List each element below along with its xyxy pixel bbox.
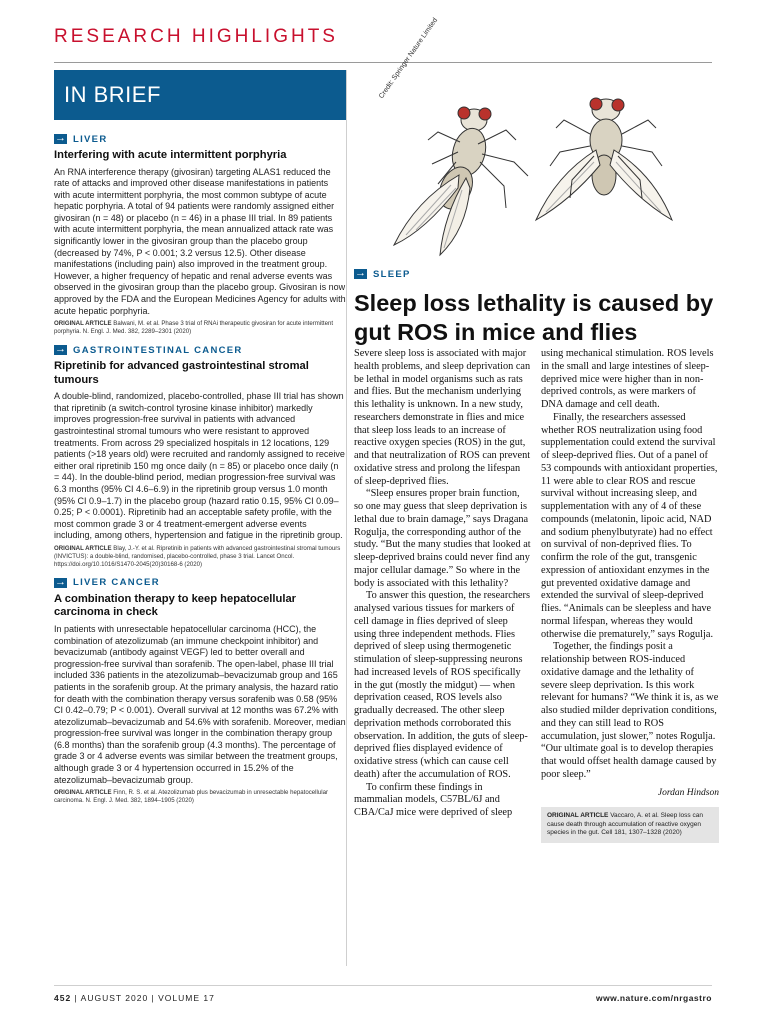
brief-body: A double-blind, randomized, placebo-controlled, phase III trial has shown that ripretinib (a switch-control tyrosine kinase inhibitor) markedly improves progression-free survival in patients with advanced gastrointestinal stromal tumours who were resistant to approved treatments. From across 29 specialized hospitals in 12 locations, 129 patients (>18 years old) were recruited and randomly assigned to receive either oral ripretinib 150 mg once daily (n = 85) or placebo once daily (n = 44). In the double-blind period, median progression-free survival was 6.3 months (95% CI 4.6–6.9) in the ripretinib group versus 1.0 month (95% CI 0.9–1.7) in the placebo group (hazard ratio 0.15, 95% CI 0.09–0.25; P < 0.0001). Ripretinib had an acceptable safety profile, with the most common grade 3 or 4 treatment-emergent adverse events including, among others, hypertension and fatigue in the ripretinib group. (54, 391, 345, 541)
article-paragraph: Together, the findings posit a relationship between ROS-induced oxidative damage and the lethality of severe sleep deprivation. Is this work relevant for humans? “We think it is, as we also studied milder deprivation conditions, and they can still lead to ROS accumulation, just slower,” notes Rogulja. “Our ultimate goal is to develop therapies that would offset health damage caused by poor sleep.” (541, 641, 719, 780)
article-author: Jordan Hindson (657, 787, 719, 798)
brief-headline: Ripretinib for advanced gastrointestinal stromal tumours (54, 360, 309, 386)
brief-headline: A combination therapy to keep hepatocellular carcinoma in check (54, 592, 297, 619)
arrow-right-icon (354, 269, 367, 279)
article-paragraph: To answer this question, the researchers analysed various tissues for markers of cell damage in flies deprived of sleep using three independent methods. Flies deprived of sleep using thermogenetic stimulation of sleep-suppressing neurons had increased levels of ROS specifically in the gut (mostly the midgut) — when deprivation ceased, ROS levels also gradually decreased. The other sleep deprivation methods corroborated this observation. In addition, the guts of sleep-deprived flies displayed evidence of oxidative stress (which can cause cell death) after the accumulation of ROS. (354, 590, 530, 780)
section-header-title: RESEARCH HIGHLIGHTS (54, 26, 338, 47)
main-original-article: ORIGINAL ARTICLE Vaccaro, A. et al. Sleep loss can cause death through accumulation of reactive oxygen species in the gut. Cell 181, 1307–1328 (2020) (541, 807, 719, 843)
in-brief-banner: IN BRIEF (54, 70, 346, 120)
brief-category: GASTROINTESTINAL CANCER (73, 344, 243, 356)
image-credit: Credit: Springer Nature Limited (378, 16, 440, 101)
article-paragraph: “Sleep ensures proper brain function, so one may guess that sleep deprivation is lethal due to brain damage,” says Dragana Rogulja, the corresponding author of the study. “But the many studies that looked at sleep-deprived brains could never find any major cellular damage.” So where in the body is associated with this lethality? (354, 488, 531, 589)
main-category-label: SLEEP (373, 268, 411, 280)
article-paragraph: To confirm these findings in mammalian models, C57BL/6J and CBA/CaJ mice were deprived of sleep (354, 781, 513, 818)
brief-item (54, 344, 346, 569)
brief-body: An RNA interference therapy (givosiran) targeting ALAS1 reduced the rate of attacks and improved other disease manifestations in patients with acute intermittent porphyria, the most common subtype of acute hepatic porphyria. A total of 94 patients were randomly assigned either givosiran (n = 48) or placebo (n = 46) in a phase III trial. In 89 patients with acute intermittent porphyria, the mean annualized attack rate was significantly lower in the givosiran group than the placebo group (decreased by 74%, P < 0.001; 3.2 versus 12.5). Other disease manifestations (including pain) also improved in the treatment group. However, a higher frequency of hepatic and renal adverse events was observed in the givosiran group than the placebo group. Givosiran is now approved by the FDA and the European Medicines Agency for adults with acute hepatic porphyria. (54, 166, 346, 316)
fly-illustration (356, 80, 716, 260)
article-paragraph: Finally, the researchers assessed whether ROS neutralization using food supplementation could extend the survival of sleep-deprived flies. Out of a panel of 53 compounds with antioxidant properties, 11 were able to clear ROS and rescue survival without increasing sleep, and supplementation with any of 4 of these compounds (melatonin, lipoic acid, NAD and sodium phenylbutyrate) had no effect on survival of non-deprived flies. To confirm the role of the gut, transgenic expression of antioxidant enzymes in the gut prevented oxidative damage and extended the survival of sleep-deprived flies. “Animals can be sleepless and have normal lifespan, whereas they would otherwise die prematurely,” says Rogulja. (541, 411, 718, 640)
page-number: 452 (54, 993, 72, 1003)
arrow-right-icon (54, 578, 67, 588)
fly-left (394, 107, 528, 255)
brief-item (54, 133, 346, 336)
fly-right (536, 98, 672, 220)
arrow-right-icon (54, 345, 67, 355)
brief-original-article: ORIGINAL ARTICLE Blay, J.-Y. et al. Ripretinib in patients with advanced gastrointestinal stromal tumours (INVICTUS): a double-blind, randomised, placebo-controlled, phase 3 trial. Lancet Oncol. https://doi.org/10.1016/S1470-2045(20)30168-6 (2020) (54, 544, 341, 568)
brief-headline: Interfering with acute intermittent porphyria (54, 149, 287, 161)
arrow-right-icon (54, 134, 67, 144)
brief-body: In patients with unresectable hepatocellular carcinoma (HCC), the combination of atezolizumab (an immune checkpoint inhibitor) and bevacizumab (antibody against VEGF) led to better overall and progression-free survival than sorafenib. The open-label, phase III trial included 336 patients in the atezolizumab–bevacizumab group and 165 patients in the sorafenib group. At the primary analysis, the hazard ratio for death with the combination therapy versus sorafenib was 0.58 (95% CI 0.42–0.79; P < 0.001). Overall survival at 12 months was 67.2% with atezolizumab–bevacizumab and 54.6% with sorafenib. Moreover, median progression-free survival was longer in the combination therapy group (6.8 months) than the sorafenib group (4.3 months). The percentage of grade 3 or 4 adverse events was similar between the treatment groups, although grade 3 or 4 hypertension occurred in 15.2% of the atezolizumab–bevacizumab group. (54, 623, 346, 785)
issue-info: AUGUST 2020 | VOLUME 17 (80, 993, 215, 1003)
footer-rule (54, 985, 712, 986)
article-paragraph: Severe sleep loss is associated with major health problems, and sleep deprivation can be lethal in model organisms such as rats and flies. But the mechanism underlying this lethality is unknown. In a new study, researchers demonstrate in flies and mice that sleep loss leads to an increase of reactive oxygen species (ROS) in the gut, and that neutralization of ROS can prevent oxidative stress and prolong the lifespan of sleep-deprived flies. (354, 348, 531, 487)
main-category (354, 268, 411, 280)
header-rule (54, 62, 712, 63)
in-brief-column (54, 70, 346, 966)
article-column-1 (354, 348, 531, 820)
brief-category: LIVER CANCER (73, 577, 160, 589)
brief-original-article: ORIGINAL ARTICLE Balwani, M. et al. Phase 3 trial of RNAi therapeutic givosiran for acute intermittent porphyria. N. Engl. J. Med. 382, 2289–2301 (2020) (54, 320, 334, 336)
footer-issue: 452 | AUGUST 2020 | VOLUME 17 (54, 993, 215, 1003)
article-paragraph: using mechanical stimulation. ROS levels in the small and large intestines of sleep-deprived mice were higher than in non-deprived controls, as were markers of DNA damage and cell death. (541, 348, 714, 410)
brief-item (54, 577, 346, 805)
footer-url[interactable]: www.nature.com/nrgastro (595, 993, 712, 1003)
brief-original-article: ORIGINAL ARTICLE Finn, R. S. et al. Atezolizumab plus bevacizumab in unresectable hepatocellular carcinoma. N. Engl. J. Med. 382, 1894–1905 (2020) (54, 789, 329, 805)
column-divider (346, 70, 347, 966)
article-column-2 (541, 348, 719, 843)
article-title: Sleep loss lethality is caused by gut ROS in mice and flies (354, 290, 714, 345)
brief-category: LIVER (73, 133, 108, 145)
